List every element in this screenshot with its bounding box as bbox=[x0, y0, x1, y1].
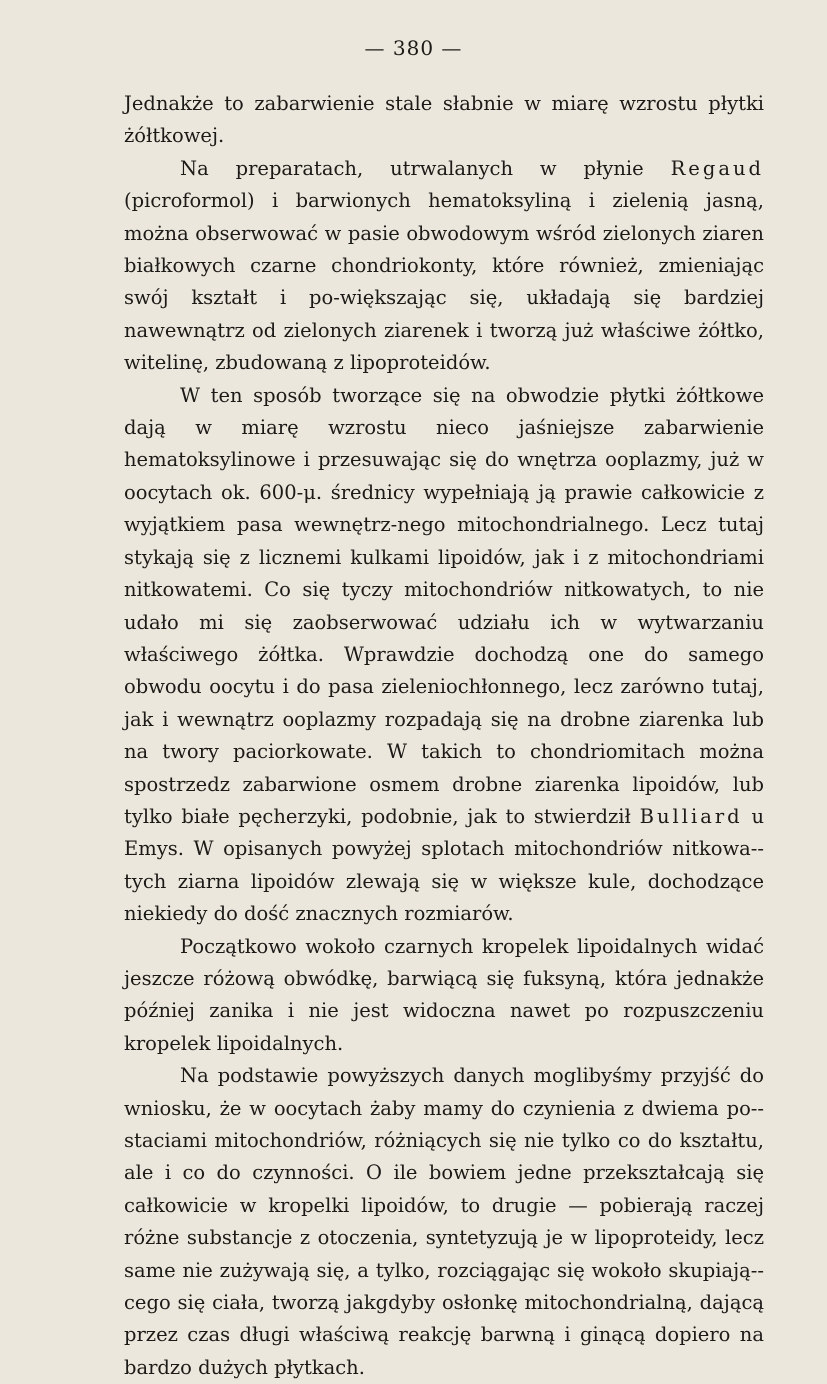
author-name: Regaud bbox=[670, 156, 764, 180]
body-text bbox=[124, 88, 764, 1384]
paragraph bbox=[124, 380, 764, 931]
paragraph bbox=[124, 88, 764, 153]
text-segment: u Emys. W opisanych powyżej splotach mitochondriów nitkowa-tych ziarna lipoidów zlewają się w większe kule, dochodzące niekiedy do dość znacznych rozmiarów. bbox=[124, 804, 765, 926]
text-segment: Na preparatach, utrwalanych w płynie bbox=[180, 156, 671, 180]
text-segment: Na podstawie powyższych danych moglibyśmy przyjść do wniosku, że w oocytach żaby mamy do czynienia z dwiema po-staciami mitochondriów, różniących się nie tylko co do kształtu, ale i co do czynności. O ile bowiem jedne przekształcają się całkowicie w kropelki lipoidów, to drugie — pobierają raczej różne substancje z otoczenia, syntetyzują je w lipoproteidy, lecz same nie zużywają się, a tylko, rozciągając się wokoło skupiają-cego się ciała, tworzą jakgdyby osłonkę mitochondrialną, dającą przez czas długi właściwą reakcję barwną i ginącą dopiero na bardzo dużych płytkach. bbox=[124, 1064, 764, 1379]
paragraph bbox=[124, 153, 764, 380]
text-segment: Jednakże to zabarwienie stale słabnie w miarę wzrostu płytki żółtkowej. bbox=[124, 92, 764, 148]
paragraph bbox=[124, 931, 764, 1061]
text-segment: (picroformol) i barwionych hematoksyliną i zielenią jasną, można obserwować w pasie obwodowym wśród zielonych ziaren białkowych czarne chondriokonty, które również, zmieniając swój kształt i po-większając się, układają się bardziej nawewnątrz od zielonych ziarenek i tworzą już właściwe żółtko, witelinę, zbudowaną z lipoproteidów. bbox=[124, 189, 764, 375]
author-name: Bulliard bbox=[639, 804, 743, 828]
text-segment: Początkowo wokoło czarnych kropelek lipoidalnych widać jeszcze różową obwódkę, barwiącą się fuksyną, która jednakże później zanika i nie jest widoczna nawet po rozpuszczeniu kropelek lipoidalnych. bbox=[124, 934, 764, 1055]
paragraph bbox=[124, 1060, 764, 1384]
page-number: — 380 — bbox=[364, 36, 463, 60]
text-segment: W ten sposób tworzące się na obwodzie płytki żółtkowe dają w miarę wzrostu nieco jaśniejsze zabarwienie hematoksylinowe i przesuwając się do wnętrza ooplazmy, już w oocytach ok. 600-μ. średnicy wypełniają ją prawie całkowicie z wyjątkiem pasa wewnętrz-nego mitochondrialnego. Lecz tutaj stykają się z licznemi kulkami lipoidów, jak i z mitochondriami nitkowatemi. Co się tyczy mitochondriów nitkowatych, to nie udało mi się zaobserwować udziału ich w wytwarzaniu właściwego żółtka. Wprawdzie dochodzą one do samego obwodu oocytu i do pasa zieleniochłonnego, lecz zarówno tutaj, jak i wewnątrz ooplazmy rozpadają się na drobne ziarenka lub na twory paciorkowate. W takich to chondriomitach można spostrzedz zabarwione osmem drobne ziarenka lipoidów, lub tylko białe pęcherzyki, podobnie, jak to stwierdził bbox=[124, 383, 764, 828]
